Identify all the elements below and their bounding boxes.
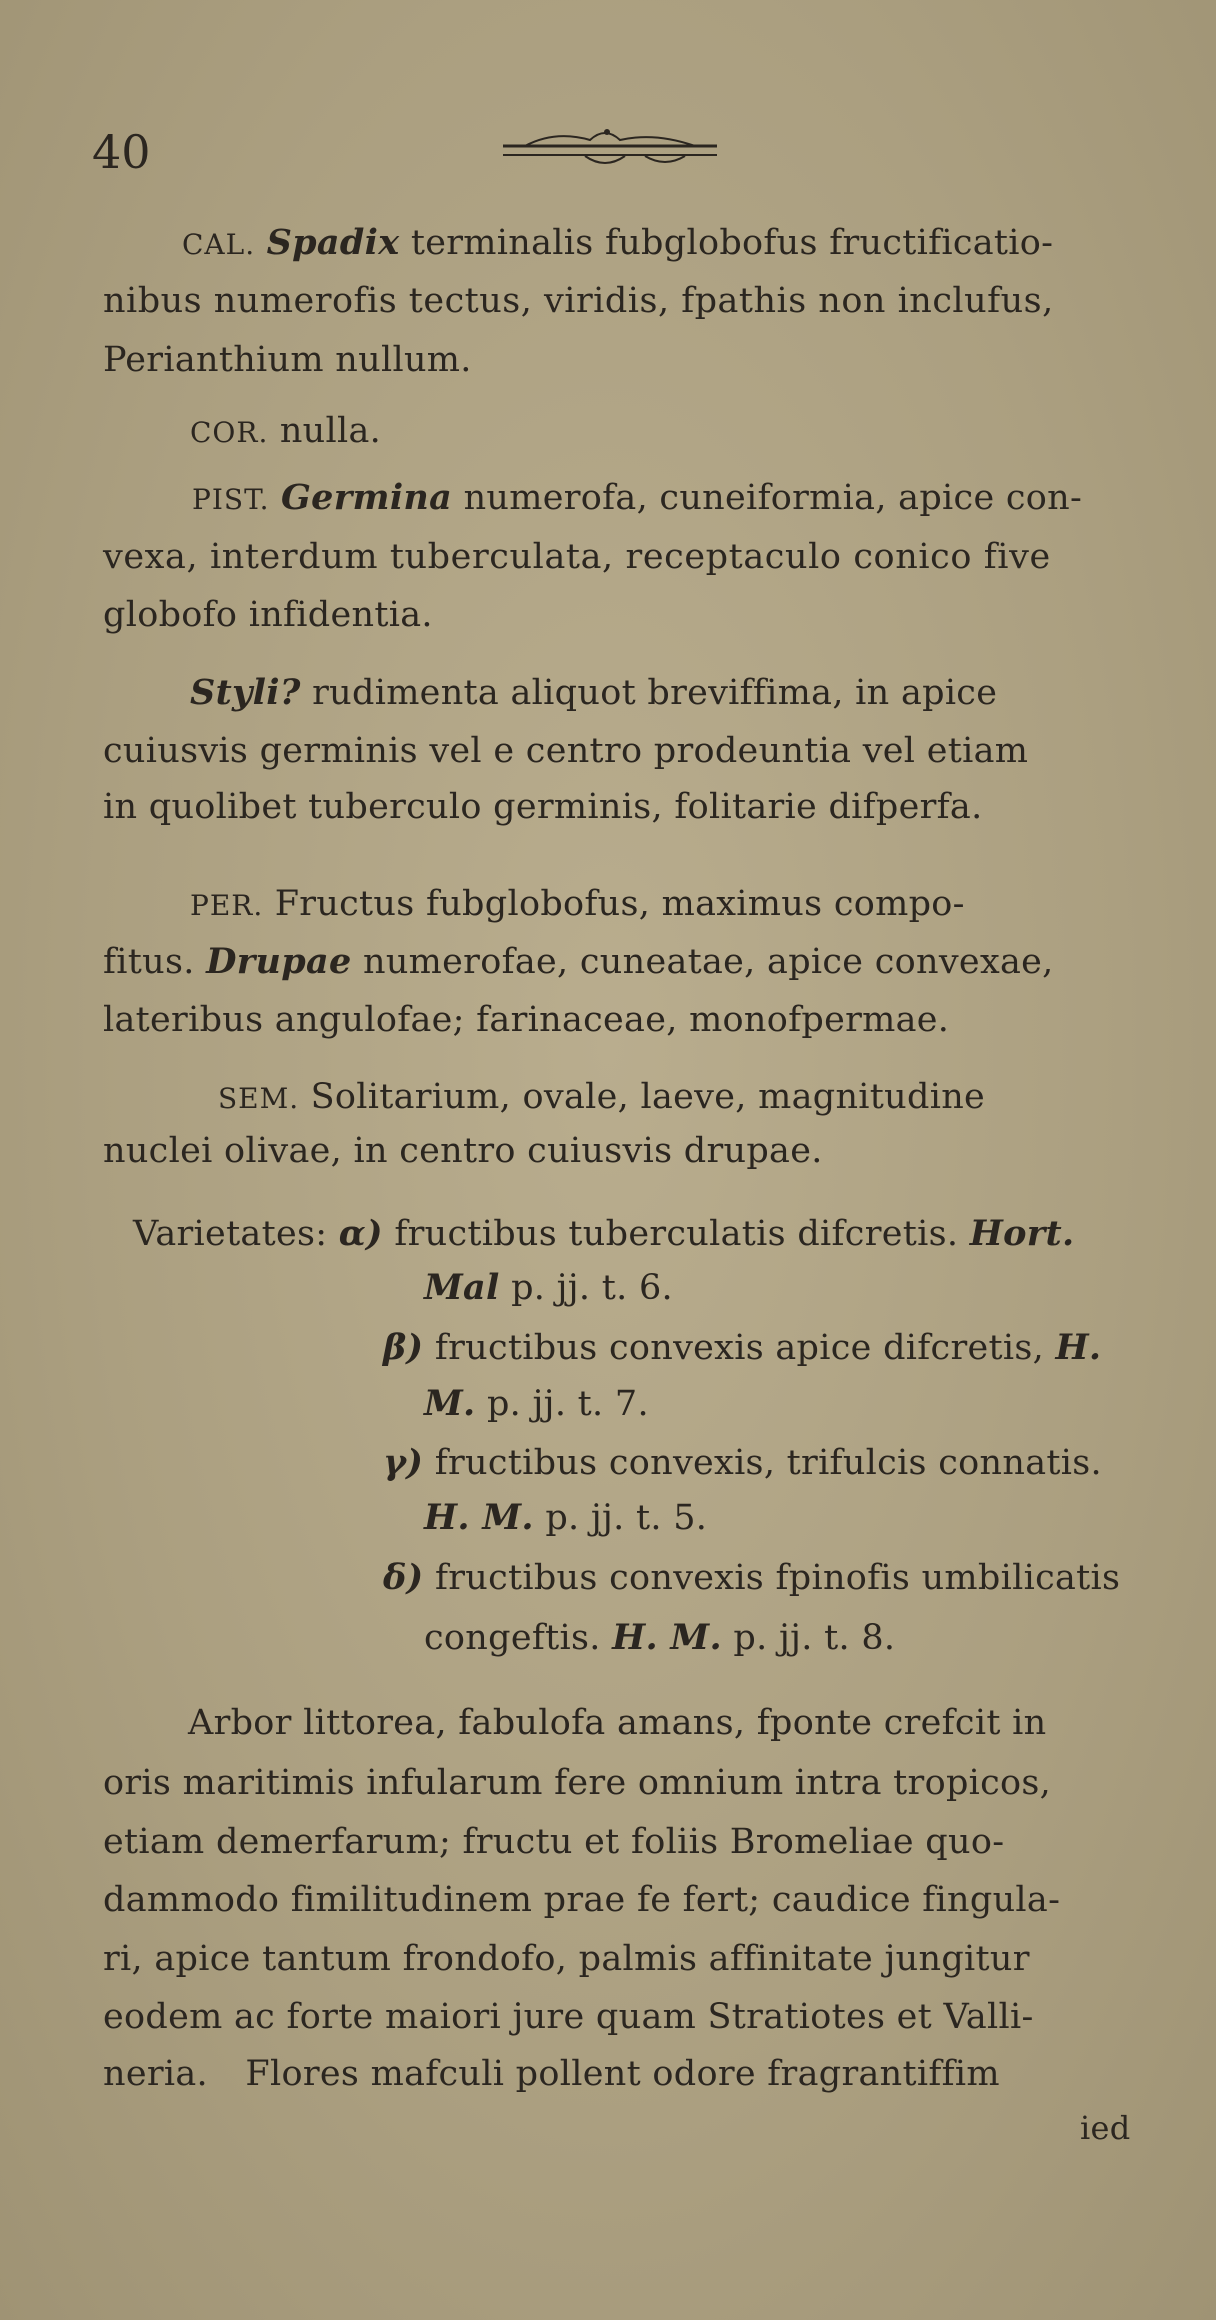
- section-label: SEM.: [218, 1082, 300, 1115]
- variety-marker: α): [338, 1213, 383, 1254]
- text-line: Arbor littorea, fabulofa amans, fponte crefcit in: [188, 1703, 1047, 1743]
- text-line: [190, 411, 382, 451]
- text-line: cuiusvis germinis vel e centro prodeuntia vel etiam: [103, 731, 1029, 771]
- text-line: nuclei olivae, in centro cuiusvis drupae.: [103, 1131, 823, 1171]
- text-line: [190, 884, 965, 924]
- line-text: fructibus tuberculatis difcretis.: [394, 1214, 959, 1254]
- line-text: fitus.: [103, 942, 195, 982]
- term: Drupae: [206, 941, 352, 982]
- line-text: Solitarium, ovale, laeve, magnitudine: [310, 1077, 986, 1117]
- line-text: neria.: [103, 2054, 208, 2094]
- text-line: [182, 222, 1054, 263]
- text-line: [190, 672, 998, 713]
- term: Styli?: [190, 672, 301, 713]
- line-text: fructibus convexis, trifulcis connatis.: [434, 1443, 1102, 1483]
- line-text: terminalis fubglobofus fructificatio-: [410, 223, 1054, 263]
- page-number: 40: [92, 125, 151, 179]
- text-line: globofo infidentia.: [103, 595, 433, 635]
- line-text: numerofae, cuneatae, apice convexae,: [363, 942, 1054, 982]
- text-line: [133, 1213, 1075, 1254]
- line-text: fructibus convexis fpinofis umbilicatis: [434, 1558, 1121, 1598]
- text-line: in quolibet tuberculo germinis, folitarie difperfa.: [103, 787, 983, 827]
- text-line: eodem ac forte maiori jure quam Stratiotes et Valli-: [103, 1997, 1034, 2037]
- reference: H. M.: [424, 1497, 534, 1538]
- line-text: p. jj. t. 6.: [511, 1268, 673, 1308]
- line-text: fructibus convexis apice difcretis,: [434, 1328, 1045, 1368]
- line-text: Varietates:: [133, 1214, 328, 1254]
- line-text: Fructus fubglobofus, maximus compo-: [274, 884, 965, 924]
- variety-marker: γ): [383, 1442, 424, 1483]
- text-line: [424, 1383, 649, 1424]
- text-line: oris maritimis infularum fere omnium intra tropicos,: [103, 1763, 1052, 1803]
- line-text: p. jj. t. 8.: [733, 1618, 896, 1658]
- text-line: [383, 1442, 1102, 1483]
- line-text: p. jj. t. 7.: [486, 1384, 649, 1424]
- text-line: [218, 1077, 986, 1117]
- text-line: [424, 1497, 708, 1538]
- text-line: [192, 477, 1083, 518]
- section-label: COR.: [190, 416, 269, 449]
- reference: Hort.: [969, 1213, 1075, 1254]
- text-line: vexa, interdum tuberculata, receptaculo conico five: [103, 537, 1051, 577]
- line-text: numerofa, cuneiformia, apice con-: [463, 478, 1083, 518]
- text-line: Perianthium nullum.: [103, 340, 472, 380]
- text-line: [424, 1267, 673, 1308]
- line-text: nulla.: [279, 411, 382, 451]
- catchword: ied: [1080, 2109, 1131, 2147]
- reference: M.: [424, 1383, 476, 1424]
- line-text: Flores mafculi pollent odore fragrantiffim: [245, 2054, 1000, 2094]
- ornament-icon: [495, 118, 725, 174]
- text-line: etiam demerfarum; fructu et foliis Bromeliae quo-: [103, 1822, 1005, 1862]
- line-text: congeftis.: [424, 1618, 601, 1658]
- reference: Mal: [424, 1267, 500, 1308]
- text-line: nibus numerofis tectus, viridis, fpathis non inclufus,: [103, 281, 1054, 321]
- text-line: [383, 1327, 1102, 1368]
- section-label: PER.: [190, 889, 264, 922]
- text-line: ri, apice tantum frondofo, palmis affinitate jungitur: [103, 1939, 1030, 1979]
- variety-marker: β): [383, 1327, 424, 1368]
- section-label: CAL.: [182, 228, 256, 261]
- reference: H.: [1055, 1327, 1102, 1368]
- text-line: [103, 941, 1054, 982]
- text-line: [383, 1557, 1121, 1598]
- variety-marker: δ): [383, 1557, 424, 1598]
- text-line: [103, 2054, 1000, 2094]
- reference: H. M.: [612, 1617, 722, 1658]
- line-text: p. jj. t. 5.: [545, 1498, 708, 1538]
- text-line: lateribus angulofae; farinaceae, monofpermae.: [103, 1000, 950, 1040]
- term: Spadix: [266, 222, 400, 263]
- text-line: dammodo fimilitudinem prae fe fert; caudice fingula-: [103, 1880, 1061, 1920]
- term: Germina: [280, 477, 453, 518]
- line-text: rudimenta aliquot breviffima, in apice: [312, 673, 998, 713]
- section-label: PIST.: [192, 483, 270, 516]
- text-line: [424, 1617, 896, 1658]
